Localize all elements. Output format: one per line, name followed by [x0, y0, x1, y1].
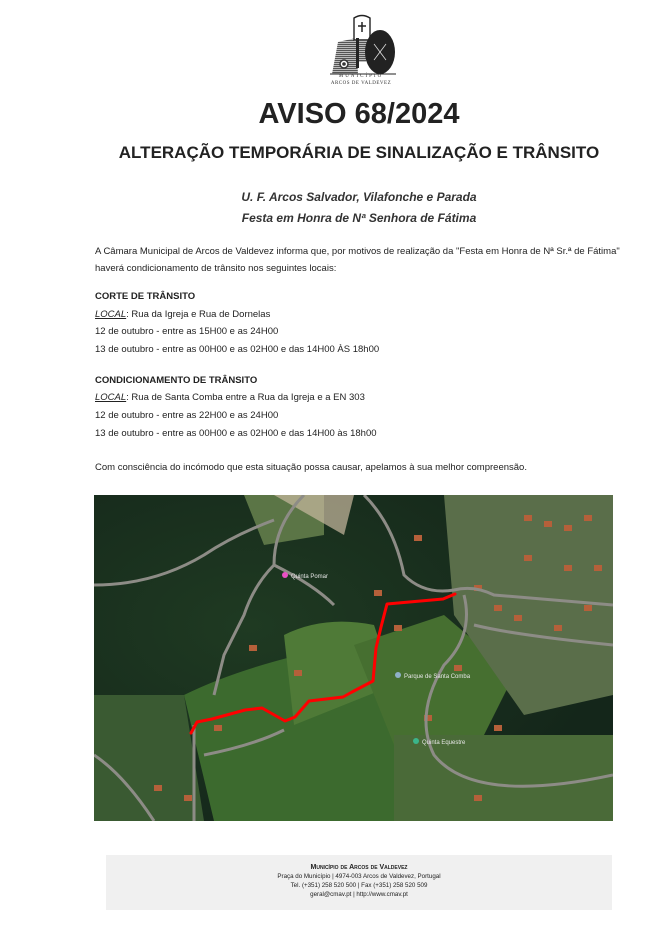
section-local-condicionamento — [95, 392, 365, 403]
footer-contact-box — [106, 855, 612, 910]
green-pin-icon — [413, 738, 419, 744]
pink-pin-icon — [282, 572, 288, 578]
section-heading-condicionamento: CONDICIONAMENTO DE TRÂNSITO — [95, 375, 258, 386]
parish-name: U. F. Arcos Salvador, Vilafonche e Parada — [241, 190, 477, 204]
schedule-line: 13 de outubro - entre as 00H00 e as 02H00 e das 14H00 ÀS 18h00 — [95, 344, 380, 355]
event-name: Festa em Honra de Nª Senhora de Fátima — [241, 211, 477, 225]
local-value: : Rua da Igreja e Rua de Dornelas — [126, 309, 271, 320]
footer-contact: geral@cmav.pt | http://www.cmav.pt — [310, 891, 408, 898]
local-label: LOCAL — [95, 309, 127, 320]
notice-subtitle: ALTERAÇÃO TEMPORÁRIA DE SINALIZAÇÃO E TRÂNSITO — [118, 143, 600, 162]
satellite-map-image — [94, 495, 613, 821]
route-map — [94, 495, 613, 821]
local-label: LOCAL — [95, 392, 127, 403]
schedule-line: 12 de outubro - entre as 15H00 e as 24H00 — [95, 326, 279, 337]
footer-phone: Tel. (+351) 258 520 500 | Fax (+351) 258 520 509 — [290, 882, 428, 889]
schedule-line: 13 de outubro - entre as 00H00 e as 02H00 e das 14H00 às 18h00 — [95, 428, 377, 439]
notice-title: AVISO 68/2024 — [258, 98, 460, 130]
municipal-coat-of-arms-icon — [318, 14, 404, 76]
local-value: : Rua de Santa Comba entre a Rua da Igreja e a EN 303 — [126, 392, 365, 403]
footer-address: Praça do Município | 4974-003 Arcos de Valdevez, Portugal — [277, 873, 441, 880]
schedule-line: 12 de outubro - entre as 22H00 e as 24H00 — [95, 410, 279, 421]
logo-caption-municipio: MUNICÍPIO — [338, 74, 384, 79]
gray-pin-icon — [395, 672, 401, 678]
logo-caption-arcos: ARCOS DE VALDEVEZ — [330, 81, 392, 86]
closing-paragraph: Com consciência do incómodo que esta situação possa causar, apelamos à sua melhor compreensão. — [95, 462, 527, 473]
footer-org: Município de Arcos de Valdevez — [310, 864, 408, 871]
intro-paragraph: A Câmara Municipal de Arcos de Valdevez informa que, por motivos de realização da "Festa em Honra de Nª Sr.ª de Fátima" haverá condicionamento de trânsito nos seguintes locais: — [95, 246, 620, 274]
map-label: Parque de Santa Comba — [404, 674, 471, 680]
section-heading-corte: CORTE DE TRÂNSITO — [95, 291, 196, 302]
map-label: Quinta Equestre — [422, 740, 466, 746]
section-local-corte — [95, 309, 270, 320]
map-label: Quinta Pomar — [291, 574, 329, 580]
